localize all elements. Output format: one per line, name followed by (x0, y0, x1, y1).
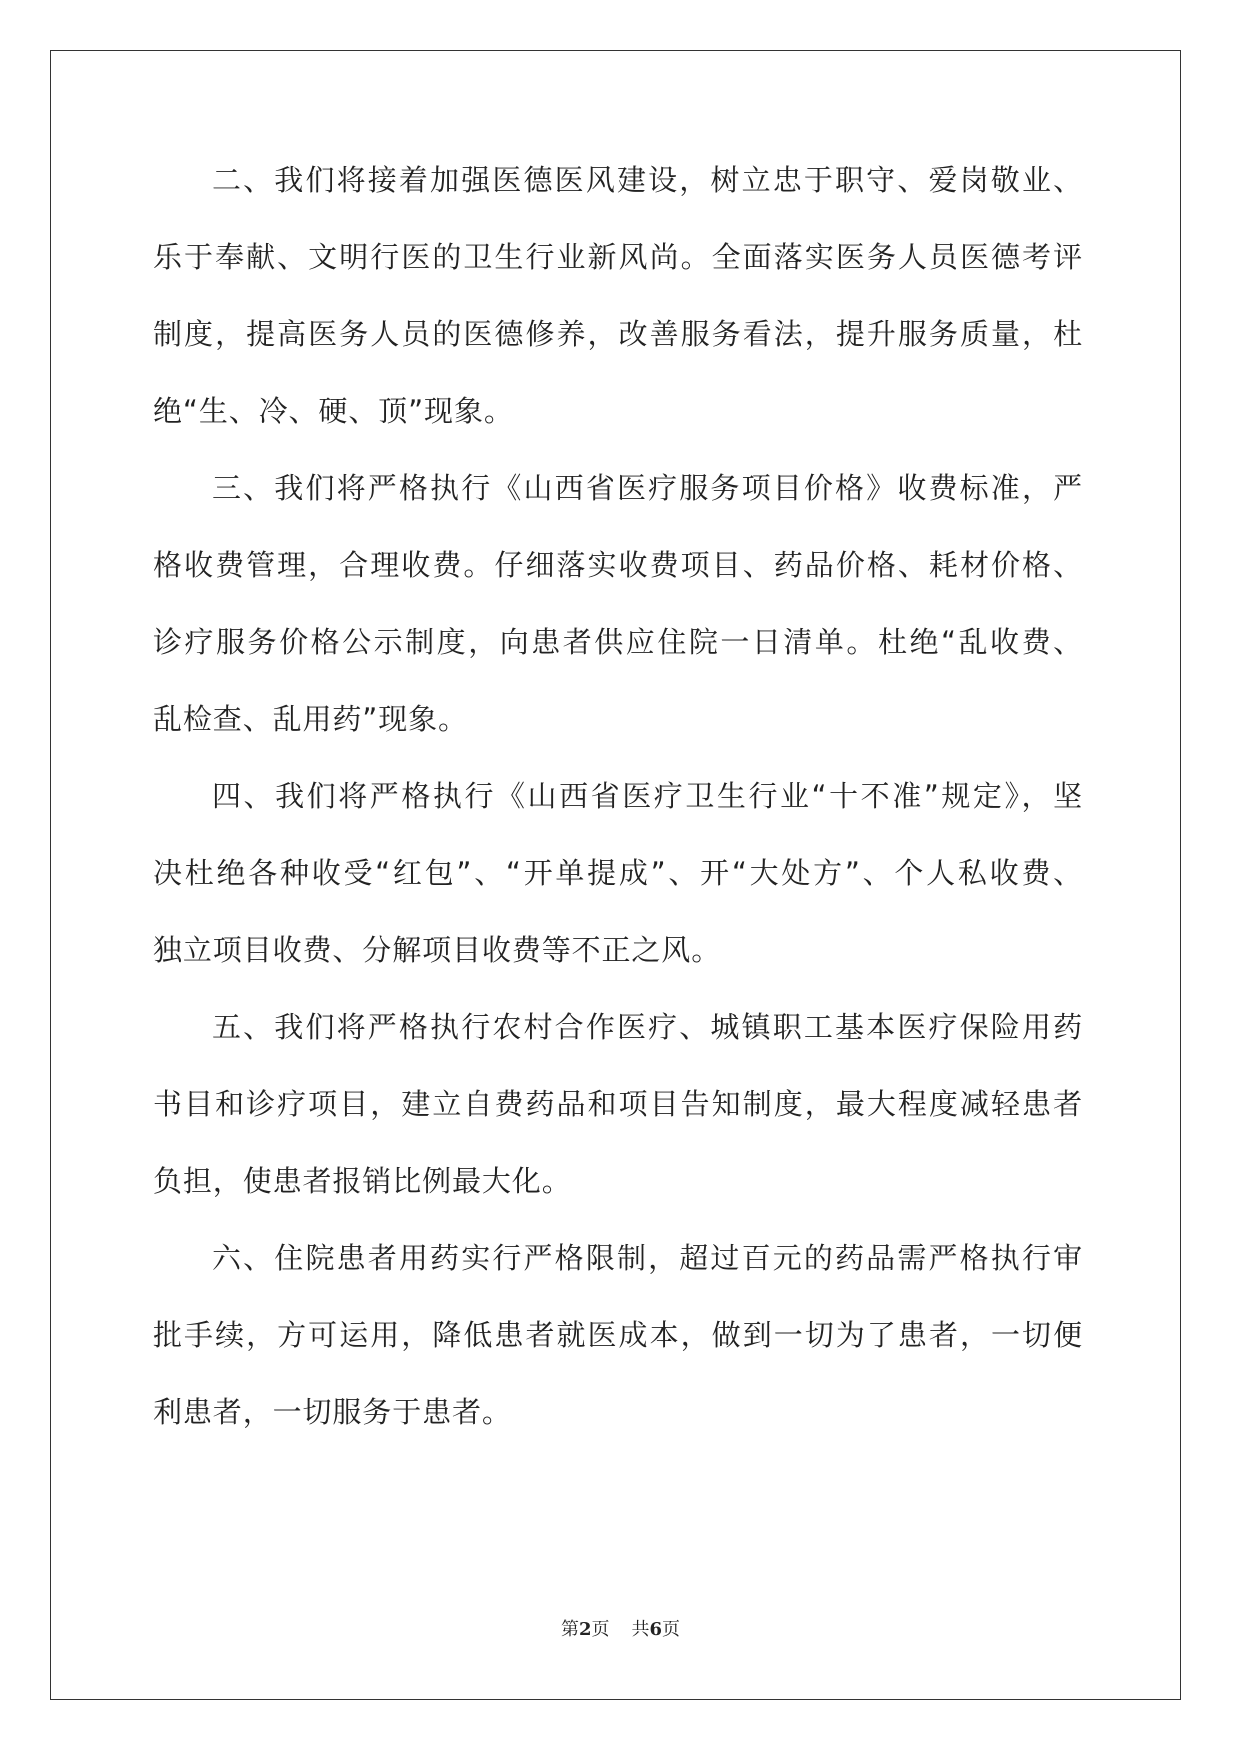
total-pages: 6 (649, 1619, 663, 1640)
paragraph-5-line-3: 利患者，一切服务于患者。 (153, 1395, 512, 1429)
paragraph-4-line-3: 负担，使患者报销比例最大化。 (153, 1164, 572, 1198)
paragraph-1-line-3: 制度，提高医务人员的医德修养，改善服务看法，提升服务质量，杜 (153, 317, 1083, 351)
paragraph-3-line-3: 独立项目收费、分解项目收费等不正之风。 (153, 933, 722, 967)
page-prefix: 第 (560, 1619, 579, 1640)
paragraph-2-line-1: 三、我们将严格执行《山西省医疗服务项目价格》收费标准，严 (212, 471, 1083, 505)
paragraph-3-line-2: 决杜绝各种收受“红包”、“开单提成”、开“大处方”、个人私收费、 (153, 856, 1083, 890)
paragraph-1-line-1: 二、我们将接着加强医德医风建设，树立忠于职守、爱岗敬业、 (212, 163, 1083, 197)
document-body (153, 160, 1083, 1469)
paragraph-3-line-1: 四、我们将严格执行《山西省医疗卫生行业“十不准”规定》，坚 (212, 779, 1083, 813)
paragraph-2-line-3: 诊疗服务价格公示制度，向患者供应住院一日清单。杜绝“乱收费、 (153, 625, 1083, 659)
paragraph-4-line-2: 书目和诊疗项目，建立自费药品和项目告知制度，最大程度减轻患者 (153, 1087, 1083, 1121)
paragraph-2-line-2: 格收费管理，合理收费。仔细落实收费项目、药品价格、耗材价格、 (153, 548, 1083, 582)
paragraph-1-line-2: 乐于奉献、文明行医的卫生行业新风尚。全面落实医务人员医德考评 (153, 240, 1083, 274)
paragraph-5-line-2: 批手续，方可运用，降低患者就医成本，做到一切为了患者，一切便 (153, 1318, 1083, 1352)
paragraph-5-line-1: 六、住院患者用药实行严格限制，超过百元的药品需严格执行审 (212, 1241, 1083, 1275)
page-footer (0, 1615, 1241, 1641)
page-suffix: 页 (591, 1619, 610, 1640)
paragraph-1-line-4: 绝“生、冷、硬、顶”现象。 (153, 394, 514, 428)
paragraph-2-line-4: 乱检查、乱用药”现象。 (153, 702, 468, 736)
paragraph-4-line-1: 五、我们将严格执行农村合作医疗、城镇职工基本医疗保险用药 (212, 1010, 1083, 1044)
total-suffix: 页 (662, 1619, 681, 1640)
page-number: 2 (578, 1619, 592, 1640)
total-prefix: 共 (631, 1619, 650, 1640)
